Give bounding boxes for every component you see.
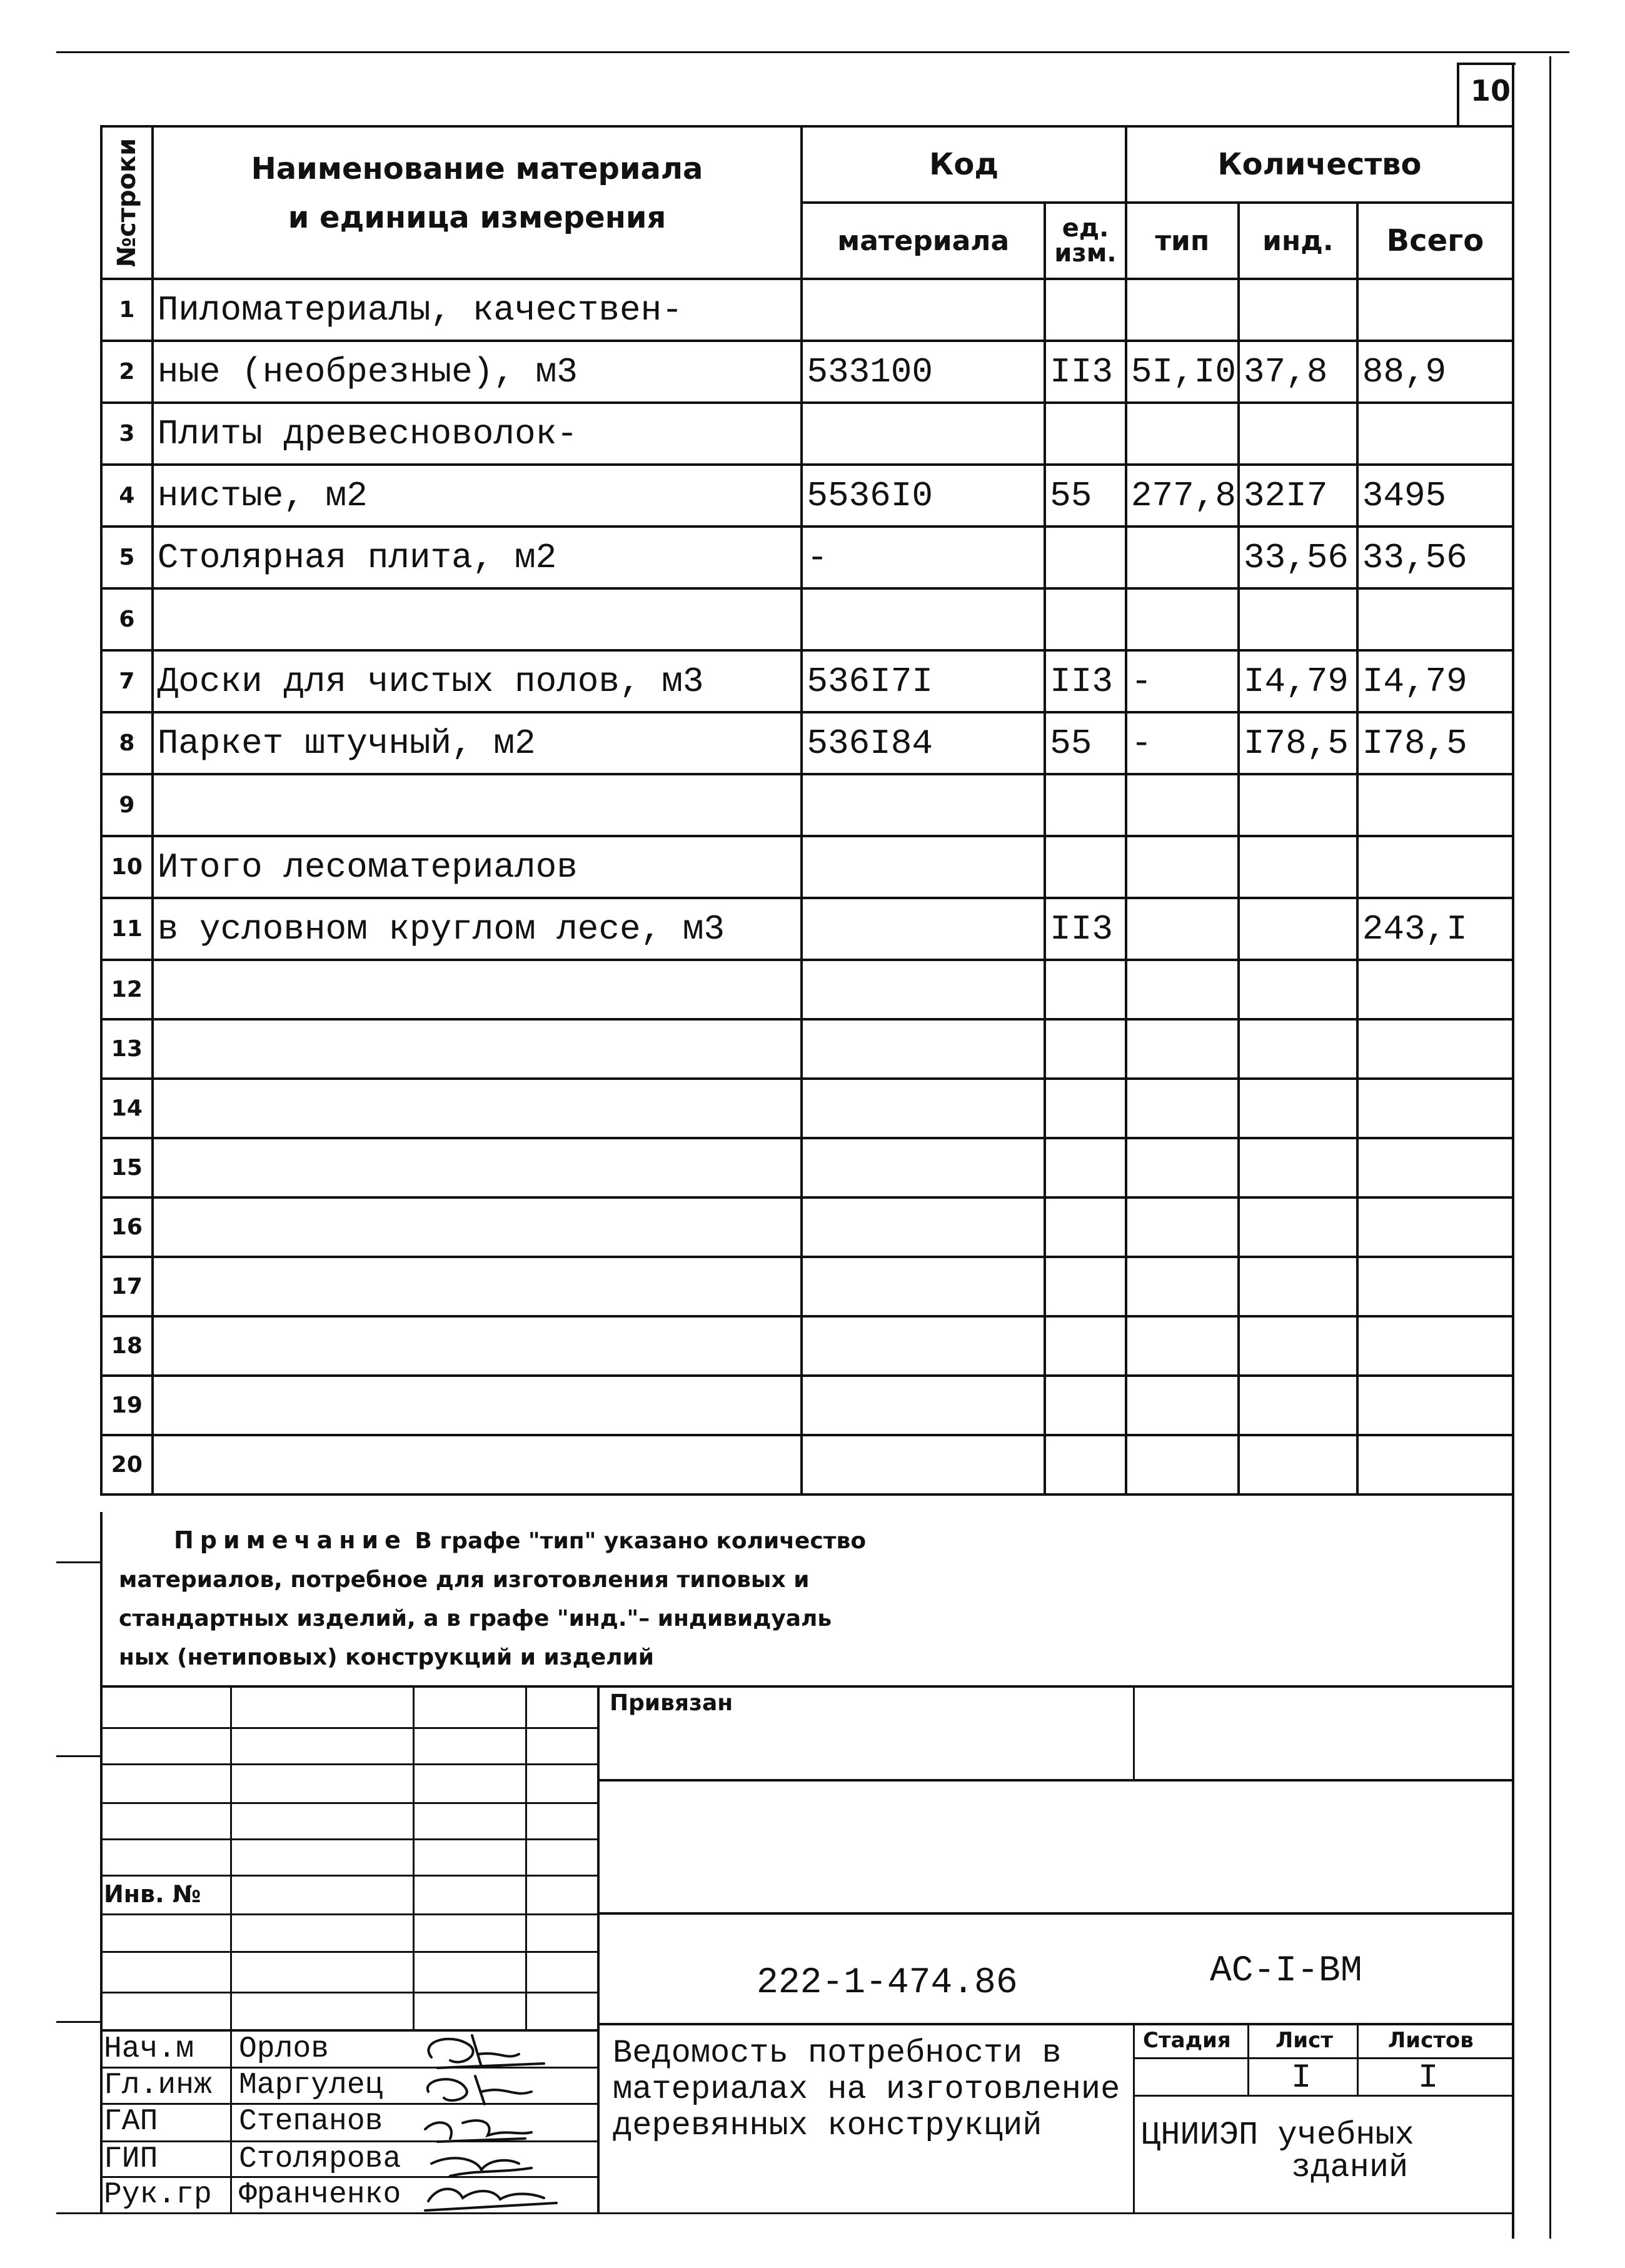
row-number: 16: [101, 1197, 153, 1257]
row-type: [1126, 1079, 1239, 1138]
org-line2: зданий: [1291, 2149, 1409, 2186]
table-row: [101, 836, 1513, 898]
row-name: в условном круглом лесе, м3: [153, 898, 802, 960]
row-type: [1126, 1138, 1239, 1197]
row-number: 3: [101, 403, 153, 465]
row-type: [1126, 1435, 1239, 1494]
signer-role: ГАП: [104, 2105, 158, 2139]
materials-table: [100, 125, 1514, 1496]
table-row: [101, 1197, 1513, 1257]
row-number: 7: [101, 650, 153, 712]
row-total: [1357, 588, 1513, 650]
row-name: Столярная плита, м2: [153, 527, 802, 588]
row-unit: [1045, 1197, 1126, 1257]
far-right-rule: [1549, 56, 1551, 2239]
row-total: [1357, 403, 1513, 465]
row-name: [153, 1079, 802, 1138]
row-number: 19: [101, 1376, 153, 1435]
note-line-3: стандартных изделий, а в графе "инд."– индивидуаль: [119, 1606, 832, 1631]
stamp-h2: [100, 1763, 597, 1765]
row-type: [1126, 1376, 1239, 1435]
note-line-4: ных (нетиповых) конструкций и изделий: [119, 1645, 654, 1670]
row-code: 5536I0: [802, 465, 1045, 527]
row-total: 3495: [1357, 465, 1513, 527]
row-number: 6: [101, 588, 153, 650]
row-type: -: [1126, 650, 1239, 712]
row-unit: [1045, 1138, 1126, 1197]
stamp-h3: [100, 1802, 597, 1804]
row-code: [802, 1079, 1045, 1138]
row-total: [1357, 1079, 1513, 1138]
privyazan-label: Привязан: [610, 1690, 733, 1716]
doc-title-line2: материалах на изготовление: [613, 2071, 1120, 2108]
row-ind: I4,79: [1239, 650, 1357, 712]
row-unit: [1045, 960, 1126, 1019]
row-code: [802, 279, 1045, 341]
sheets-value: I: [1418, 2059, 1439, 2097]
row-number-header: [101, 126, 153, 279]
signer-role: Гл.инж: [104, 2069, 212, 2102]
row-ind: [1239, 898, 1357, 960]
row-number: 10: [101, 836, 153, 898]
row-code: [802, 898, 1045, 960]
row-total: [1357, 1316, 1513, 1376]
note-line-2: материалов, потребное для изготовления типовых и: [119, 1567, 810, 1593]
table-row: [101, 1376, 1513, 1435]
signer-role: ГИП: [104, 2142, 158, 2176]
row-number: 15: [101, 1138, 153, 1197]
stamp-h5: [100, 1875, 597, 1877]
row-ind: [1239, 774, 1357, 836]
row-code: [802, 1435, 1045, 1494]
row-number: 8: [101, 712, 153, 774]
row-code: [802, 1316, 1045, 1376]
row-code: -: [802, 527, 1045, 588]
total-header: Всего: [1357, 203, 1513, 279]
row-code: [802, 588, 1045, 650]
row-number: 11: [101, 898, 153, 960]
code-header: Код: [802, 126, 1126, 203]
doc-code: АС-I-ВМ: [1210, 1951, 1362, 1992]
row-type: [1126, 1316, 1239, 1376]
row-total: [1357, 1138, 1513, 1197]
stamp-h1: [100, 1727, 597, 1729]
note-block: [119, 1521, 994, 1677]
row-ind: I78,5: [1239, 712, 1357, 774]
row-name: Итого лесоматериалов: [153, 836, 802, 898]
table-row: [101, 774, 1513, 836]
table-row: [101, 898, 1513, 960]
row-total: [1357, 1197, 1513, 1257]
row-total: I4,79: [1357, 650, 1513, 712]
name-header: [153, 126, 802, 279]
table-row: [101, 1079, 1513, 1138]
signer-name: Орлов: [239, 2032, 330, 2066]
row-number: 1: [101, 279, 153, 341]
top-rule: [56, 51, 1569, 53]
row-code: [802, 1376, 1045, 1435]
row-ind: [1239, 588, 1357, 650]
doc-number: 222-1-474.86: [757, 1963, 1018, 2003]
row-code: [802, 836, 1045, 898]
row-unit: 55: [1045, 465, 1126, 527]
row-name: [153, 1138, 802, 1197]
signer-role: Нач.м: [104, 2032, 194, 2066]
table-row: [101, 465, 1513, 527]
row-type: [1126, 1197, 1239, 1257]
unit-header-line2: изм.: [1054, 239, 1117, 268]
row-code: [802, 774, 1045, 836]
unit-header-line1: ед.: [1062, 214, 1109, 243]
row-total: 88,9: [1357, 341, 1513, 403]
note-left-border: [100, 1512, 103, 1687]
stamp-h6: [100, 1913, 597, 1915]
row-ind: [1239, 1138, 1357, 1197]
row-total: 243,I: [1357, 898, 1513, 960]
material-code-header: материала: [802, 203, 1045, 279]
doc-title: [613, 2035, 1120, 2144]
row-unit: [1045, 279, 1126, 341]
sheet-value: I: [1291, 2059, 1312, 2097]
signer-name: Маргулец: [239, 2069, 383, 2102]
row-type: [1126, 1257, 1239, 1316]
row-unit: [1045, 774, 1126, 836]
row-number: 4: [101, 465, 153, 527]
row-unit: [1045, 1376, 1126, 1435]
row-type: [1126, 279, 1239, 341]
row-unit: [1045, 1019, 1126, 1079]
row-type: [1126, 774, 1239, 836]
row-total: [1357, 1376, 1513, 1435]
qty-header: Количество: [1126, 126, 1513, 203]
row-name: [153, 960, 802, 1019]
row-type: -: [1126, 712, 1239, 774]
right-h1: [597, 1779, 1514, 1782]
row-number: 20: [101, 1435, 153, 1494]
sheet-number: 10: [1471, 74, 1511, 108]
row-number: 12: [101, 960, 153, 1019]
doc-title-line1: Ведомость потребности в: [613, 2035, 1062, 2072]
row-name: [153, 1257, 802, 1316]
row-total: [1357, 1435, 1513, 1494]
signatures-icon: [413, 2029, 619, 2214]
row-number: 18: [101, 1316, 153, 1376]
sheet-label: Лист: [1275, 2028, 1333, 2053]
left-stub-1: [56, 1561, 100, 1563]
row-name: ные (необрезные), м3: [153, 341, 802, 403]
row-number: 13: [101, 1019, 153, 1079]
row-type: 5I,I0: [1126, 341, 1239, 403]
title-block: [100, 1685, 1514, 2214]
table-row: [101, 1019, 1513, 1079]
note-lead: Примечание: [174, 1526, 407, 1554]
row-unit: [1045, 836, 1126, 898]
name-header-line1: Наименование материала: [251, 151, 703, 186]
row-unit: II3: [1045, 341, 1126, 403]
row-total: 33,56: [1357, 527, 1513, 588]
row-number: 2: [101, 341, 153, 403]
row-code: 536I7I: [802, 650, 1045, 712]
row-ind: [1239, 960, 1357, 1019]
row-ind: [1239, 1376, 1357, 1435]
row-ind: [1239, 1079, 1357, 1138]
row-name: Плиты древесноволок-: [153, 403, 802, 465]
signer-name: Степанов: [239, 2105, 383, 2139]
table-row: [101, 1435, 1513, 1494]
row-type: [1126, 403, 1239, 465]
stage-h1: [1133, 2057, 1514, 2059]
row-ind: 37,8: [1239, 341, 1357, 403]
stamp-v2: [413, 1685, 415, 2029]
row-code: [802, 1257, 1045, 1316]
table-row: [101, 588, 1513, 650]
ind-header: инд.: [1239, 203, 1357, 279]
row-name: [153, 1435, 802, 1494]
row-total: [1357, 774, 1513, 836]
stamp-v3: [525, 1685, 527, 2029]
row-name: [153, 1376, 802, 1435]
right-h2: [597, 1912, 1514, 1915]
stamp-top-border: [100, 1685, 1514, 1688]
row-type: [1126, 527, 1239, 588]
row-code: [802, 960, 1045, 1019]
row-name: [153, 1197, 802, 1257]
signer-role: Рук.гр: [104, 2178, 212, 2212]
row-type: [1126, 588, 1239, 650]
row-ind: 33,56: [1239, 527, 1357, 588]
row-total: [1357, 1257, 1513, 1316]
stage-v2: [1357, 2023, 1359, 2095]
stage-left: [1133, 2023, 1135, 2214]
row-type: [1126, 836, 1239, 898]
row-name: Пиломатериалы, качествен-: [153, 279, 802, 341]
row-name: [153, 1019, 802, 1079]
row-name: [153, 588, 802, 650]
stamp-h7: [100, 1951, 597, 1953]
row-code: [802, 1197, 1045, 1257]
row-unit: 55: [1045, 712, 1126, 774]
name-header-line2: и единица измерения: [288, 200, 667, 235]
table-row: [101, 341, 1513, 403]
row-total: [1357, 836, 1513, 898]
row-ind: [1239, 1257, 1357, 1316]
row-ind: [1239, 1197, 1357, 1257]
row-code: [802, 403, 1045, 465]
row-type: 277,8: [1126, 465, 1239, 527]
stage-v1: [1247, 2023, 1249, 2095]
row-ind: [1239, 1019, 1357, 1079]
table-row: [101, 403, 1513, 465]
signer-name: Столярова: [239, 2142, 401, 2176]
inv-no-label: Инв. №: [104, 1880, 201, 1908]
row-unit: [1045, 588, 1126, 650]
table-row: [101, 712, 1513, 774]
row-name: [153, 1316, 802, 1376]
note-line1-text: В графе "тип" указано количество: [406, 1528, 867, 1554]
table-row: [101, 650, 1513, 712]
row-number-header-text: №строки: [112, 138, 141, 268]
table-row: [101, 960, 1513, 1019]
row-unit: [1045, 1316, 1126, 1376]
row-type: [1126, 898, 1239, 960]
row-unit: [1045, 1435, 1126, 1494]
row-unit: [1045, 527, 1126, 588]
row-code: 533100: [802, 341, 1045, 403]
privyazan-divider: [1133, 1685, 1135, 1779]
doc-title-line3: деревянных конструкций: [613, 2107, 1042, 2144]
note-line-1: [119, 1521, 994, 1561]
row-type: [1126, 1019, 1239, 1079]
row-total: I78,5: [1357, 712, 1513, 774]
table-row: [101, 1257, 1513, 1316]
row-ind: 32I7: [1239, 465, 1357, 527]
row-ind: [1239, 403, 1357, 465]
row-code: [802, 1019, 1045, 1079]
org-line1: ЦНИИЭП учебных: [1141, 2117, 1414, 2154]
table-row: [101, 527, 1513, 588]
left-stub-3: [56, 2021, 100, 2023]
table-row: [101, 279, 1513, 341]
row-total: [1357, 279, 1513, 341]
signer-name: Франченко: [239, 2178, 401, 2212]
stage-h2: [1133, 2095, 1514, 2097]
row-code: [802, 1138, 1045, 1197]
row-ind: [1239, 279, 1357, 341]
row-unit: [1045, 1079, 1126, 1138]
stamp-h4: [100, 1838, 597, 1840]
row-unit: [1045, 403, 1126, 465]
row-ind: [1239, 1435, 1357, 1494]
table-row: [101, 1316, 1513, 1376]
row-unit: II3: [1045, 898, 1126, 960]
row-name: Паркет штучный, м2: [153, 712, 802, 774]
row-type: [1126, 960, 1239, 1019]
unit-header: [1045, 203, 1126, 279]
stage-label: Стадия: [1143, 2028, 1231, 2053]
stamp-h8: [100, 1992, 597, 1993]
sheets-label: Листов: [1388, 2028, 1474, 2053]
row-name: Доски для чистых полов, м3: [153, 650, 802, 712]
row-number: 5: [101, 527, 153, 588]
row-unit: II3: [1045, 650, 1126, 712]
row-total: [1357, 1019, 1513, 1079]
row-code: 536I84: [802, 712, 1045, 774]
right-h3: [597, 2023, 1514, 2025]
row-ind: [1239, 836, 1357, 898]
row-ind: [1239, 1316, 1357, 1376]
table-body: [101, 279, 1513, 1494]
table-row: [101, 1138, 1513, 1197]
row-unit: [1045, 1257, 1126, 1316]
row-number: 9: [101, 774, 153, 836]
row-number: 14: [101, 1079, 153, 1138]
row-name: нистые, м2: [153, 465, 802, 527]
row-number: 17: [101, 1257, 153, 1316]
left-stub-2: [56, 1755, 100, 1757]
row-name: [153, 774, 802, 836]
type-header: тип: [1126, 203, 1239, 279]
row-total: [1357, 960, 1513, 1019]
